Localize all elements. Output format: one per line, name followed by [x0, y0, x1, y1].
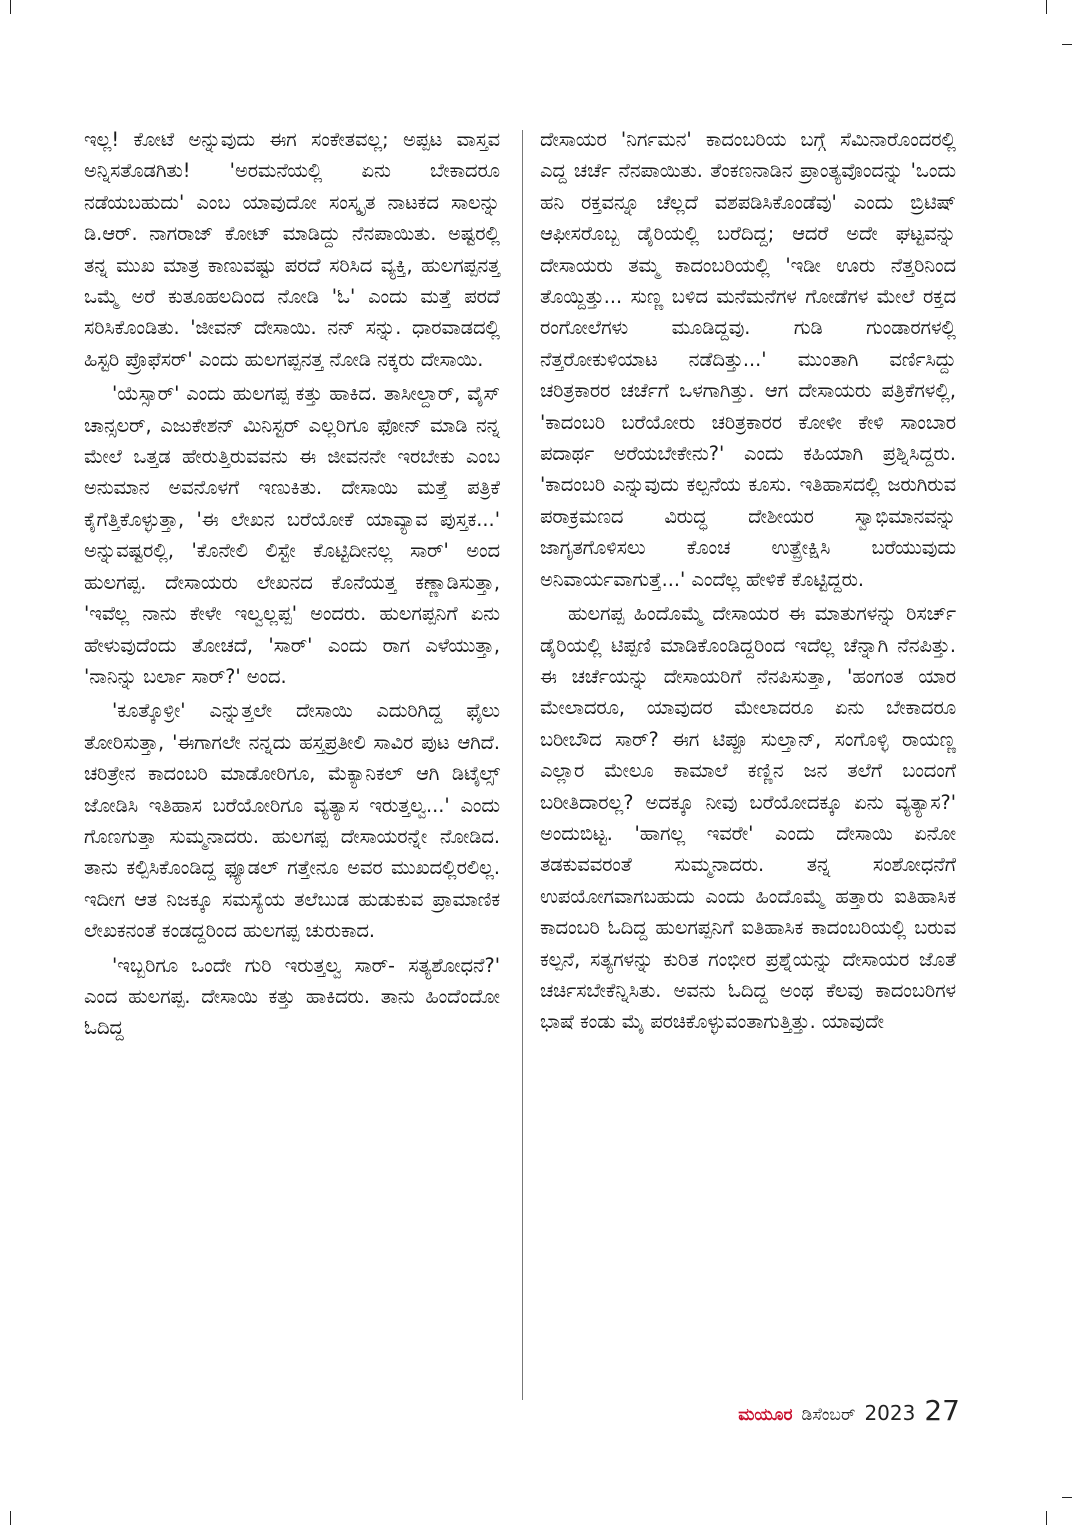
crop-mark-top-right — [1046, 0, 1047, 14]
crop-mark-right-lower — [1062, 1497, 1072, 1498]
paragraph: ಇಲ್ಲ! ಕೋಟೆ ಅನ್ನುವುದು ಈಗ ಸಂಕೇತವಲ್ಲ; ಅಪ್ಪಟ ವಾಸ್ತವ ಅನ್ನಿಸತೊಡಗಿತು! 'ಅರಮನೆಯಲ್ಲಿ ಏನು ಬೇಕಾದರೂ ನಡೆಯಬಹುದು' ಎಂಬ ಯಾವುದೋ ಸಂಸ್ಕೃತ ನಾಟಕದ ಸಾಲನ್ನು ಡಿ.ಆರ್. ನಾಗರಾಜ್ ಕೋಟ್ ಮಾಡಿದ್ದು ನೆನಪಾಯಿತು. ಅಷ್ಟರಲ್ಲಿ ತನ್ನ ಮುಖ ಮಾತ್ರ ಕಾಣುವಷ್ಟು ಪರದೆ ಸರಿಸಿದ ವ್ಯಕ್ತಿ, ಹುಲಗಪ್ಪನತ್ತ ಒಮ್ಮೆ ಅರೆ ಕುತೂಹಲದಿಂದ ನೋಡಿ 'ಓ' ಎಂದು ಮತ್ತೆ ಪರದೆ ಸರಿಸಿಕೊಂಡಿತು. 'ಜೀವನ್ ದೇಸಾಯಿ. ನನ್ ಸನ್ನು. ಧಾರವಾಡದಲ್ಲಿ ಹಿಸ್ಟರಿ ಪ್ರೊಫೆಸರ್' ಎಂದು ಹುಲಗಪ್ಪನತ್ತ ನೋಡಿ ನಕ್ಕರು ದೇಸಾಯಿ. — [84, 128, 500, 371]
paragraph: 'ಇಬ್ಬರಿಗೂ ಒಂದೇ ಗುರಿ ಇರುತ್ತಲ್ವ ಸಾರ್- ಸತ್ಯಶೋಧನೆ?' ಎಂದ ಹುಲಗಪ್ಪ. ದೇಸಾಯಿ ಕತ್ತು ಹಾಕಿದರು. ತಾನು ಹಿಂದೆಂದೋ ಓದಿದ್ದ — [84, 953, 500, 1040]
magazine-brand: ಮಯೂರ — [738, 1405, 793, 1425]
paragraph: 'ಯೆಸ್ಸಾರ್' ಎಂದು ಹುಲಗಪ್ಪ ಕತ್ತು ಹಾಕಿದ. ತಾಸೀಲ್ದಾರ್, ವೈಸ್ ಚಾನ್ಸಲರ್, ಎಜುಕೇಶನ್ ಮಿನಿಸ್ಟರ್ ಎಲ್ಲರಿಗೂ ಫೋನ್ ಮಾಡಿ ನನ್ನ ಮೇಲೆ ಒತ್ತಡ ಹೇರುತ್ತಿರುವವನು ಈ ಜೀವನನೇ ಇರಬೇಕು ಎಂಬ ಅನುಮಾನ ಅವನೊಳಗೆ ಇಣುಕಿತು. ದೇಸಾಯಿ ಮತ್ತೆ ಪತ್ರಿಕೆ ಕೈಗೆತ್ತಿಕೊಳ್ಳುತ್ತಾ, 'ಈ ಲೇಖನ ಬರೆಯೋಕೆ ಯಾವ್ಯಾವ ಪುಸ್ತಕ...' ಅನ್ನುವಷ್ಟರಲ್ಲಿ, 'ಕೊನೇಲಿ ಲಿಸ್ಟೇ ಕೊಟ್ಟಿದೀನಲ್ಲ ಸಾರ್' ಅಂದ ಹುಲಗಪ್ಪ. ದೇಸಾಯರು ಲೇಖನದ ಕೊನೆಯತ್ತ ಕಣ್ಣಾಡಿಸುತ್ತಾ, 'ಇವೆಲ್ಲ ನಾನು ಕೇಳೇ ಇಲ್ವಲ್ಲಪ್ಪ' ಅಂದರು. ಹುಲಗಪ್ಪನಿಗೆ ಏನು ಹೇಳುವುದೆಂದು ತೋಚದೆ, 'ಸಾರ್' ಎಂದು ರಾಗ ಎಳೆಯುತ್ತಾ, 'ನಾನಿನ್ನು ಬರ್ಲಾ ಸಾರ್?' ಅಂದ. — [84, 382, 500, 688]
left-text-column — [84, 124, 500, 1044]
right-text-column — [540, 124, 956, 1038]
crop-mark-top-left — [10, 0, 11, 14]
issue-month: ಡಿಸೆಂಬರ್ — [801, 1405, 856, 1425]
page-footer — [738, 1394, 960, 1427]
crop-mark-right-upper — [1062, 44, 1072, 45]
issue-year: 2023 — [864, 1401, 916, 1425]
paragraph: ದೇಸಾಯರ 'ನಿರ್ಗಮನ' ಕಾದಂಬರಿಯ ಬಗ್ಗೆ ಸೆಮಿನಾರೊಂದರಲ್ಲಿ ಎದ್ದ ಚರ್ಚೆ ನೆನಪಾಯಿತು. ತೆಂಕಣನಾಡಿನ ಪ್ರಾಂತ್ಯವೊಂದನ್ನು 'ಒಂದು ಹನಿ ರಕ್ತವನ್ನೂ ಚೆಲ್ಲದೆ ವಶಪಡಿಸಿಕೊಂಡೆವು' ಎಂದು ಬ್ರಿಟಿಷ್ ಆಫೀಸರೊಬ್ಬ ಡೈರಿಯಲ್ಲಿ ಬರೆದಿದ್ದ; ಆದರೆ ಅದೇ ಘಟ್ಟವನ್ನು ದೇಸಾಯರು ತಮ್ಮ ಕಾದಂಬರಿಯಲ್ಲಿ 'ಇಡೀ ಊರು ನೆತ್ತರಿನಿಂದ ತೊಯ್ದಿತ್ತು... ಸುಣ್ಣ ಬಳಿದ ಮನೆಮನೆಗಳ ಗೋಡೆಗಳ ಮೇಲೆ ರಕ್ತದ ರಂಗೋಲೆಗಳು ಮೂಡಿದ್ದವು. ಗುಡಿ ಗುಂಡಾರಗಳಲ್ಲಿ ನೆತ್ತರೋಕುಳಿಯಾಟ ನಡೆದಿತ್ತು...' ಮುಂತಾಗಿ ವರ್ಣಿಸಿದ್ದು ಚರಿತ್ರಕಾರರ ಚರ್ಚೆಗೆ ಒಳಗಾಗಿತ್ತು. ಆಗ ದೇಸಾಯರು ಪತ್ರಿಕೆಗಳಲ್ಲಿ, 'ಕಾದಂಬರಿ ಬರೆಯೋರು ಚರಿತ್ರಕಾರರ ಕೋಳೀ ಕೇಳಿ ಸಾಂಬಾರ ಪದಾರ್ಥ ಅರೆಯಬೇಕೇನು?' ಎಂದು ಕಹಿಯಾಗಿ ಪ್ರಶ್ನಿಸಿದ್ದರು. 'ಕಾದಂಬರಿ ಎನ್ನುವುದು ಕಲ್ಪನೆಯ ಕೂಸು. ಇತಿಹಾಸದಲ್ಲಿ ಜರುಗಿರುವ ಪರಾಕ್ರಮಣದ ವಿರುದ್ಧ ದೇಶೀಯರ ಸ್ವಾಭಿಮಾನವನ್ನು ಜಾಗೃತಗೊಳಿಸಲು ಕೊಂಚ ಉತ್ಪ್ರೇಕ್ಷಿಸಿ ಬರೆಯುವುದು ಅನಿವಾರ್ಯವಾಗುತ್ತೆ...' ಎಂದೆಲ್ಲ ಹೇಳಿಕೆ ಕೊಟ್ಟಿದ್ದರು. — [540, 128, 956, 591]
crop-mark-bottom-right — [1046, 1511, 1047, 1525]
page-number: 27 — [924, 1394, 960, 1427]
paragraph: 'ಕೂತ್ಕೊಳ್ರೀ' ಎನ್ನುತ್ತಲೇ ದೇಸಾಯಿ ಎದುರಿಗಿದ್ದ ಫೈಲು ತೋರಿಸುತ್ತಾ, 'ಈಗಾಗಲೇ ನನ್ನದು ಹಸ್ತಪ್ರತೀಲಿ ಸಾವಿರ ಪುಟ ಆಗಿದೆ. ಚರಿತ್ರೇನ ಕಾದಂಬರಿ ಮಾಡೋರಿಗೂ, ಮೆಕ್ಯಾನಿಕಲ್ ಆಗಿ ಡಿಟೈಲ್ಸ್ ಜೋಡಿಸಿ ಇತಿಹಾಸ ಬರೆಯೋರಿಗೂ ವ್ಯತ್ಯಾಸ ಇರುತ್ತಲ್ವ...' ಎಂದು ಗೊಣಗುತ್ತಾ ಸುಮ್ಮನಾದರು. ಹುಲಗಪ್ಪ ದೇಸಾಯರನ್ನೇ ನೋಡಿದ. ತಾನು ಕಲ್ಪಿಸಿಕೊಂಡಿದ್ದ ಫ್ಯೂಡಲ್ ಗತ್ತೇನೂ ಅವರ ಮುಖದಲ್ಲಿರಲಿಲ್ಲ. ಇದೀಗ ಆತ ನಿಜಕ್ಕೂ ಸಮಸ್ಯೆಯ ತಲೆಬುಡ ಹುಡುಕುವ ಪ್ರಾಮಾಣಿಕ ಲೇಖಕನಂತೆ ಕಂಡದ್ದರಿಂದ ಹುಲಗಪ್ಪ ಚುರುಕಾದ. — [84, 699, 500, 943]
column-divider — [522, 130, 523, 1400]
crop-mark-bottom-left — [10, 1511, 11, 1525]
paragraph: ಹುಲಗಪ್ಪ ಹಿಂದೊಮ್ಮೆ ದೇಸಾಯರ ಈ ಮಾತುಗಳನ್ನು ರಿಸರ್ಚ್ ಡೈರಿಯಲ್ಲಿ ಟಿಪ್ಪಣಿ ಮಾಡಿಕೊಂಡಿದ್ದರಿಂದ ಇದೆಲ್ಲ ಚೆನ್ನಾಗಿ ನೆನಪಿತ್ತು. ಈ ಚರ್ಚೆಯನ್ನು ದೇಸಾಯರಿಗೆ ನೆನಪಿಸುತ್ತಾ, 'ಹಂಗಂತ ಯಾರ ಮೇಲಾದರೂ, ಯಾವುದರ ಮೇಲಾದರೂ ಏನು ಬೇಕಾದರೂ ಬರೀಬೌದ ಸಾರ್? ಈಗ ಟಿಪ್ಪೂ ಸುಲ್ತಾನ್, ಸಂಗೊಳ್ಳಿ ರಾಯಣ್ಣ ಎಲ್ಲಾರ ಮೇಲೂ ಕಾಮಾಲೆ ಕಣ್ಣಿನ ಜನ ತಲೆಗೆ ಬಂದಂಗೆ ಬರೀತಿದಾರಲ್ಲ? ಅದಕ್ಕೂ ನೀವು ಬರೆಯೋದಕ್ಕೂ ಏನು ವ್ಯತ್ಯಾಸ?' ಅಂದುಬಿಟ್ಟ. 'ಹಾಗಲ್ಲ ಇವರೇ' ಎಂದು ದೇಸಾಯಿ ಏನೋ ತಡಕುವವರಂತೆ ಸುಮ್ಮನಾದರು. ತನ್ನ ಸಂಶೋಧನೆಗೆ ಉಪಯೋಗವಾಗಬಹುದು ಎಂದು ಹಿಂದೊಮ್ಮೆ ಹತ್ತಾರು ಐತಿಹಾಸಿಕ ಕಾದಂಬರಿ ಓದಿದ್ದ ಹುಲಗಪ್ಪನಿಗೆ ಐತಿಹಾಸಿಕ ಕಾದಂಬರಿಯಲ್ಲಿ ಬರುವ ಕಲ್ಪನೆ, ಸತ್ಯಗಳನ್ನು ಕುರಿತ ಗಂಭೀರ ಪ್ರಶ್ನೆಯನ್ನು ದೇಸಾಯರ ಜೊತೆ ಚರ್ಚಿಸಬೇಕೆನ್ನಿಸಿತು. ಅವನು ಓದಿದ್ದ ಅಂಥ ಕೆಲವು ಕಾದಂಬರಿಗಳ ಭಾಷೆ ಕಂಡು ಮೈ ಪರಚಿಕೊಳ್ಳುವಂತಾಗುತ್ತಿತ್ತು. ಯಾವುದೇ — [540, 602, 956, 1034]
